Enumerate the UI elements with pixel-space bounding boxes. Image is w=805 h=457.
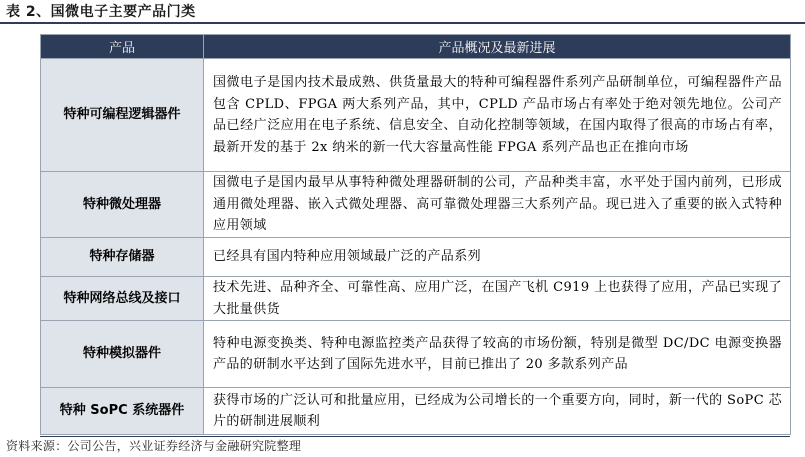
table-caption: 表 2、国微电子主要产品门类 xyxy=(6,4,196,20)
header-product: 产品 xyxy=(41,35,204,59)
product-name: 特种可编程逻辑器件 xyxy=(41,59,204,172)
product-description: 国微电子是国内最早从事特种微处理器研制的公司，产品种类丰富，水平处于国内前列，已形成通用微处理器、嵌入式微处理器、高可靠微处理器三大系列产品。现已进入了重要的嵌入式特种应用领域 xyxy=(204,172,791,238)
product-description: 国微电子是国内技术最成熟、供货量最大的特种可编程器件系列产品研制单位，可编程器件产品包含 CPLD、FPGA 两大系列产品，其中，CPLD 产品市场占有率处于绝对领先地位。公司产品已经广泛应用在电子系统、信息安全、自动化控制等领域，在国内取得了很高的市场占有率，最新开发的基于 2x 纳米的新一代大容量高性能 FPGA 系列产品也正在推向市场 xyxy=(204,59,791,172)
product-name: 特种 SoPC 系统器件 xyxy=(41,388,204,435)
product-name: 特种模拟器件 xyxy=(41,321,204,388)
table-row xyxy=(41,277,791,321)
table-row xyxy=(41,59,791,172)
header-overview: 产品概况及最新进展 xyxy=(204,35,791,59)
table-row xyxy=(41,238,791,277)
table-header-row xyxy=(41,35,791,59)
product-description: 已经具有国内特种应用领域最广泛的产品系列 xyxy=(204,238,791,277)
table-row xyxy=(41,388,791,435)
product-name: 特种微处理器 xyxy=(41,172,204,238)
table-row xyxy=(41,321,791,388)
product-name: 特种存储器 xyxy=(41,238,204,277)
product-name: 特种网络总线及接口 xyxy=(41,277,204,321)
caption-rule xyxy=(0,22,805,24)
product-description: 特种电源变换类、特种电源监控类产品获得了较高的市场份额，特别是微型 DC/DC 电源变换器产品的研制水平达到了国际先进水平，目前已推出了 20 多款系列产品 xyxy=(204,321,791,388)
source-note: 资料来源：公司公告，兴业证券经济与金融研究院整理 xyxy=(6,439,302,453)
table-row xyxy=(41,172,791,238)
product-description: 获得市场的广泛认可和批量应用，已经成为公司增长的一个重要方向，同时，新一代的 SoPC 芯片的研制进展顺利 xyxy=(204,388,791,435)
product-table xyxy=(40,34,791,435)
product-description: 技术先进、品种齐全、可靠性高、应用广泛，在国产飞机 C919 上也获得了应用，产品已实现了大批量供货 xyxy=(204,277,791,321)
